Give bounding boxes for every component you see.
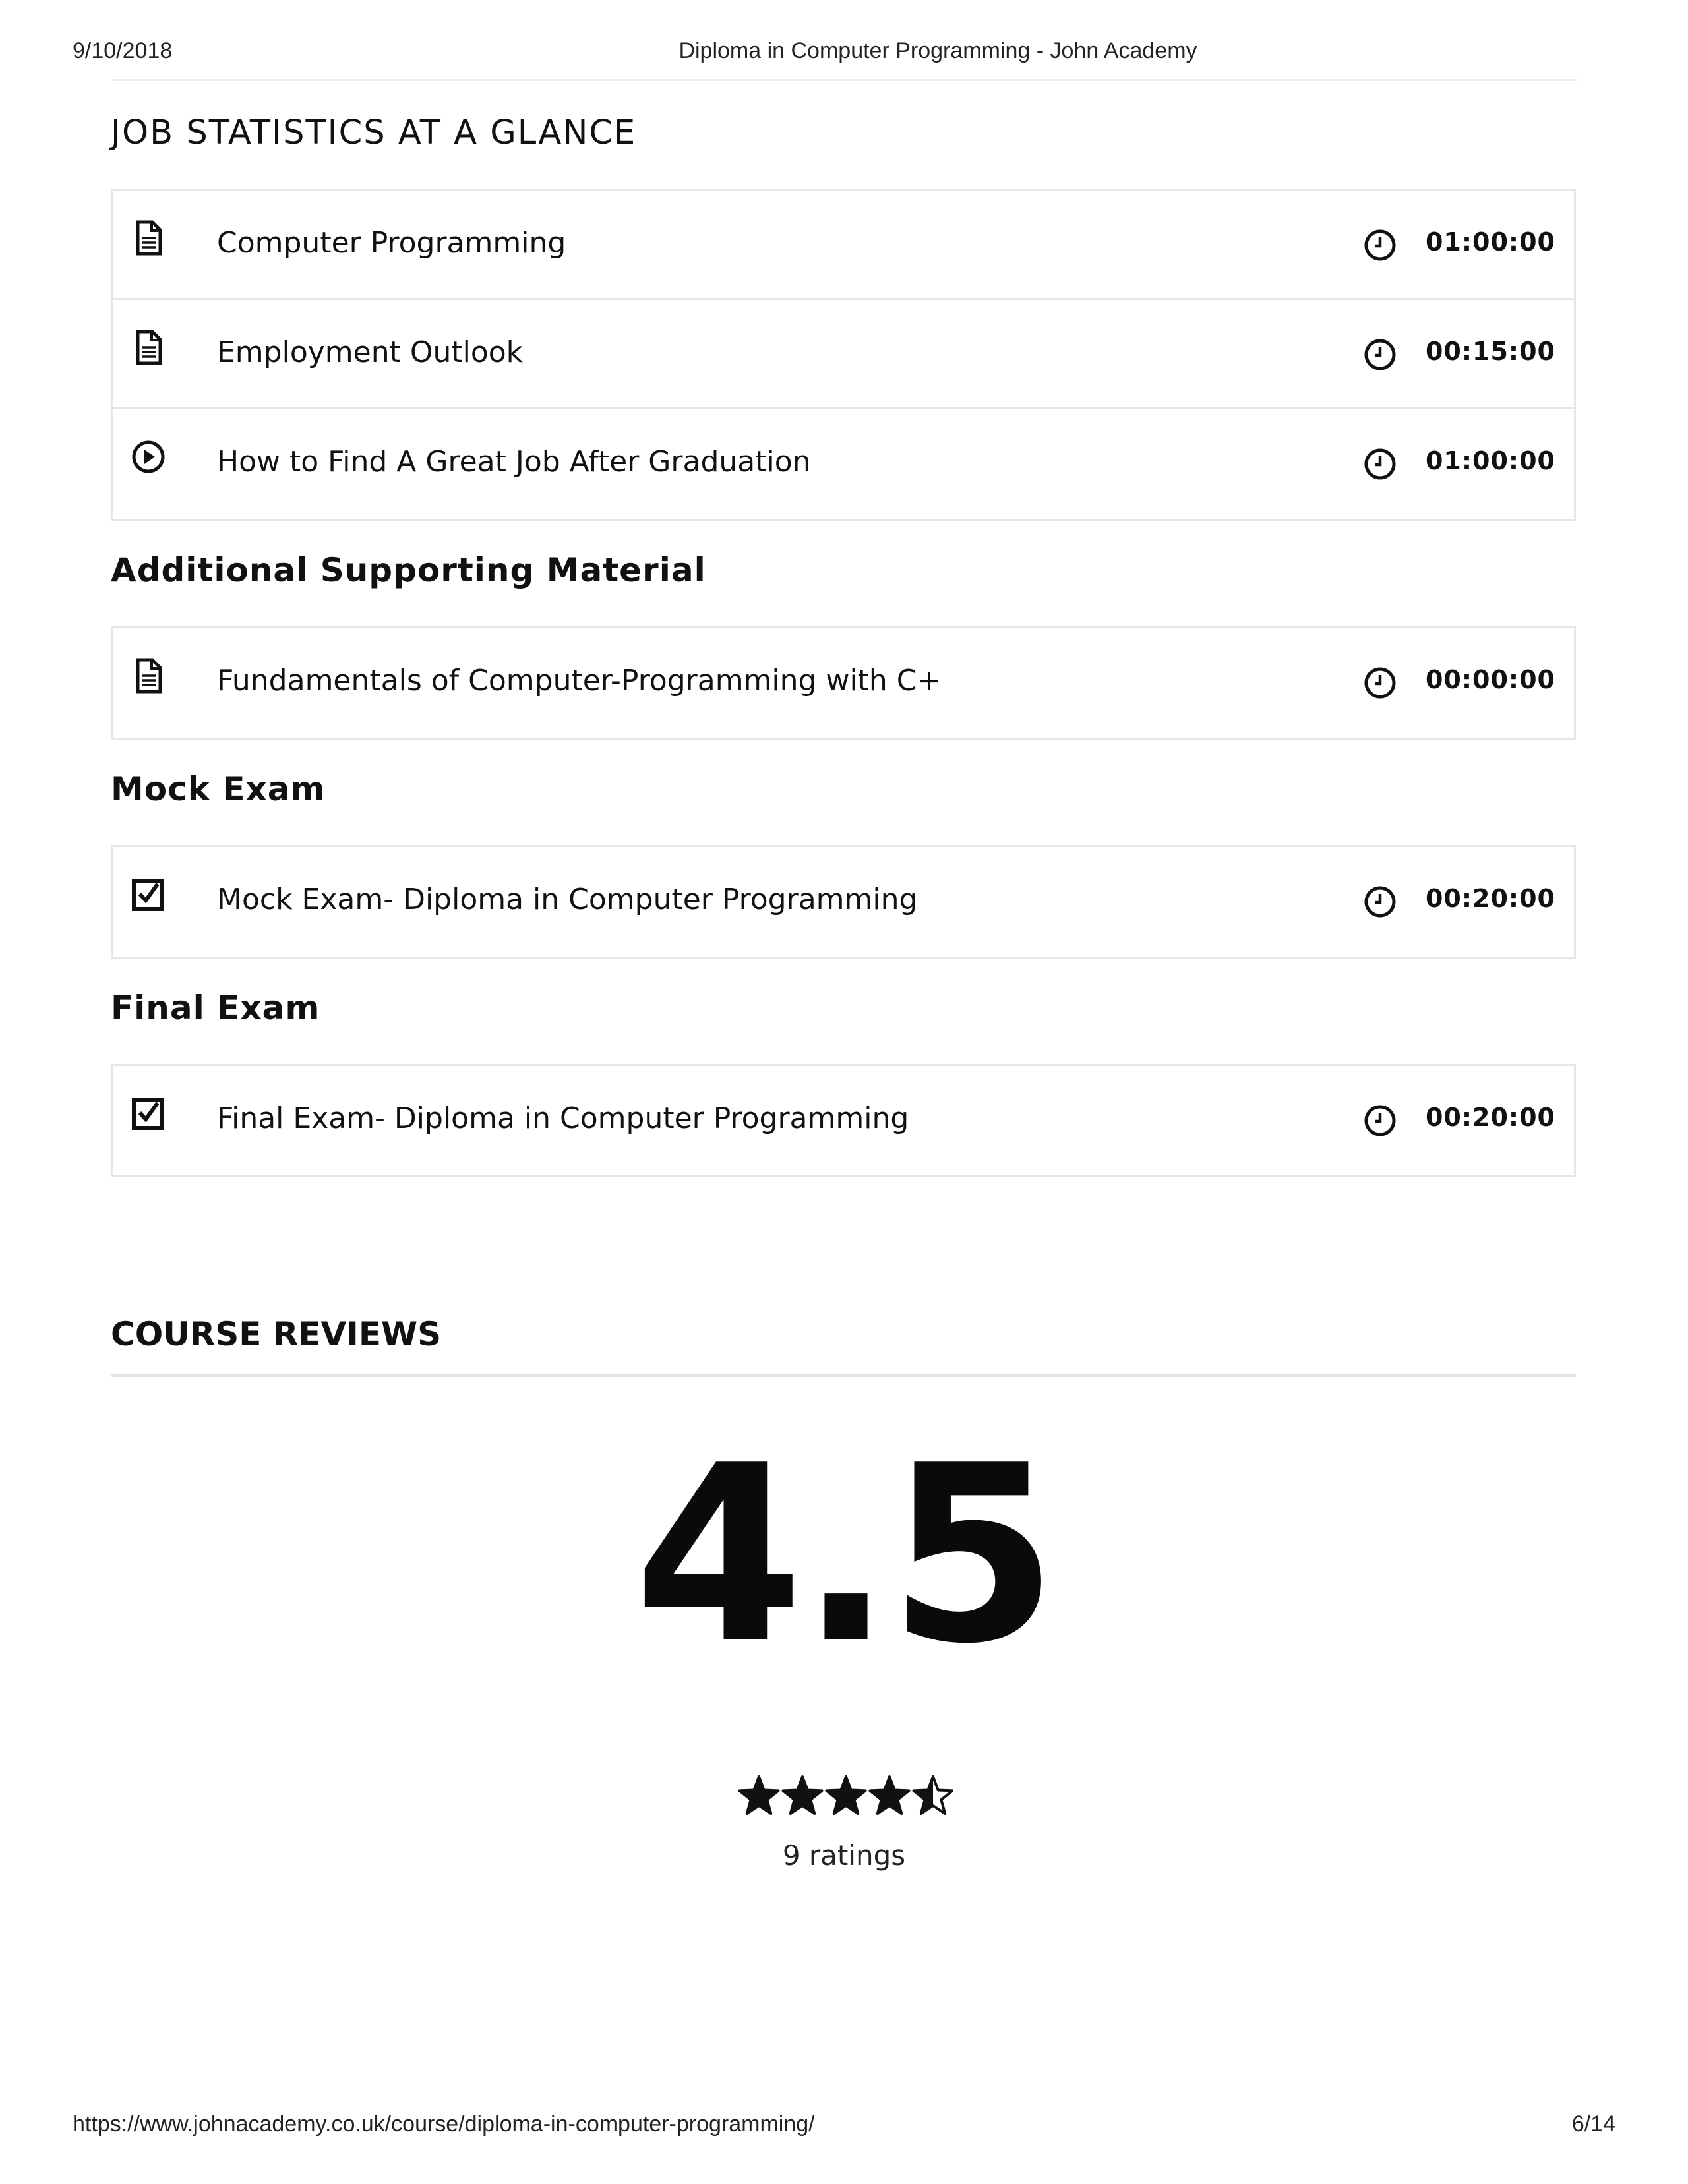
curriculum-item-duration: 00:20:00 bbox=[1425, 1103, 1555, 1132]
star-half-icon bbox=[914, 1777, 953, 1814]
curriculum-item[interactable] bbox=[113, 628, 1574, 738]
curriculum-item[interactable] bbox=[113, 409, 1574, 519]
average-rating-score: 4.5 bbox=[634, 1414, 1054, 1697]
curriculum-panel-final-exam bbox=[111, 1064, 1576, 1177]
print-page-title: Diploma in Computer Programming - John Academy bbox=[678, 38, 1197, 63]
clock-icon bbox=[1362, 1103, 1398, 1138]
ratings-count: 9 ratings bbox=[782, 1839, 906, 1872]
checkbox-icon bbox=[130, 876, 167, 913]
clock-icon bbox=[1362, 227, 1398, 263]
curriculum-item-label: Employment Outlook bbox=[217, 336, 524, 369]
curriculum-item-duration: 00:00:00 bbox=[1425, 665, 1555, 694]
curriculum-panel-mock-exam bbox=[111, 845, 1576, 959]
curriculum-item-label: Mock Exam- Diploma in Computer Programming bbox=[217, 883, 918, 916]
star-rating-graphic bbox=[736, 1773, 953, 1819]
section-heading-job-statistics: JOB STATISTICS AT A GLANCE bbox=[111, 113, 637, 152]
document-icon bbox=[130, 329, 167, 366]
print-header bbox=[0, 38, 1688, 71]
star-full-icon bbox=[870, 1777, 909, 1814]
document-icon bbox=[130, 657, 167, 694]
section-heading-additional-material: Additional Supporting Material bbox=[111, 551, 706, 589]
curriculum-item[interactable] bbox=[113, 191, 1574, 300]
curriculum-item[interactable] bbox=[113, 300, 1574, 409]
clock-icon bbox=[1362, 446, 1398, 482]
curriculum-item-label: Computer Programming bbox=[217, 226, 566, 260]
curriculum-item-label: Fundamentals of Computer-Programming with C+ bbox=[217, 664, 942, 697]
reviews-divider bbox=[111, 1374, 1576, 1377]
curriculum-item-duration: 00:15:00 bbox=[1425, 337, 1555, 366]
star-rating bbox=[736, 1773, 953, 1819]
curriculum-item-label: Final Exam- Diploma in Computer Programming bbox=[217, 1102, 909, 1135]
curriculum-item[interactable] bbox=[113, 1066, 1574, 1175]
print-footer-page-number: 6/14 bbox=[1571, 2111, 1615, 2137]
print-date: 9/10/2018 bbox=[73, 38, 173, 63]
section-heading-final-exam: Final Exam bbox=[111, 989, 320, 1027]
curriculum-item-label: How to Find A Great Job After Graduation bbox=[217, 445, 811, 479]
print-footer-url: https://www.johnacademy.co.uk/course/diploma-in-computer-programming/ bbox=[73, 2111, 815, 2137]
curriculum-item-duration: 01:00:00 bbox=[1425, 446, 1555, 475]
star-full-icon bbox=[827, 1777, 866, 1814]
clock-icon bbox=[1362, 884, 1398, 920]
curriculum-panel-job-statistics bbox=[111, 189, 1576, 521]
section-heading-mock-exam: Mock Exam bbox=[111, 770, 326, 808]
star-full-icon bbox=[783, 1777, 822, 1814]
checkbox-icon bbox=[130, 1095, 167, 1132]
curriculum-item[interactable] bbox=[113, 847, 1574, 957]
curriculum-panel-additional-material bbox=[111, 626, 1576, 740]
curriculum-item-duration: 01:00:00 bbox=[1425, 227, 1555, 256]
curriculum-item-duration: 00:20:00 bbox=[1425, 884, 1555, 913]
play-icon bbox=[130, 438, 167, 475]
clock-icon bbox=[1362, 337, 1398, 372]
header-divider bbox=[112, 79, 1577, 81]
course-reviews-heading: COURSE REVIEWS bbox=[111, 1315, 442, 1353]
document-icon bbox=[130, 220, 167, 256]
clock-icon bbox=[1362, 665, 1398, 701]
star-full-icon bbox=[740, 1777, 779, 1814]
